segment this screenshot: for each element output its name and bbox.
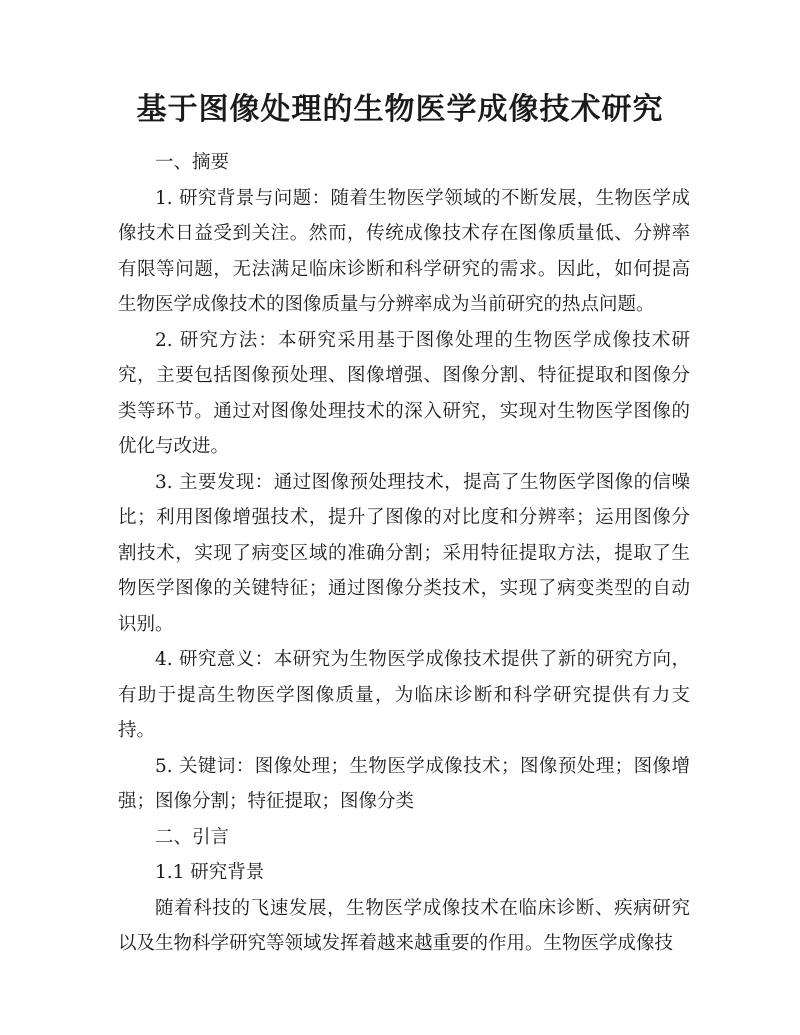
document-title: 基于图像处理的生物医学成像技术研究 [136, 92, 664, 127]
document-body [118, 145, 690, 962]
section-heading-intro: 二、引言 [155, 826, 230, 848]
abstract-item-4: 4. 研究意义：本研究为生物医学成像技术提供了新的研究方向，有助于提高生物医学图像质量，为临床诊断和科学研究提供有力支持。 [118, 649, 690, 741]
abstract-item-5: 5. 关键词：图像处理；生物医学成像技术；图像预处理；图像增强；图像分割；特征提取；图像分类 [118, 755, 690, 812]
subsection-heading-background: 1.1 研究背景 [155, 862, 265, 883]
section-heading-abstract: 一、摘要 [155, 152, 230, 173]
abstract-item-3: 3. 主要发现：通过图像预处理技术，提高了生物医学图像的信噪比；利用图像增强技术，提升了图像的对比度和分辨率；运用图像分割技术，实现了病变区域的准确分割；采用特征提取方法，提取了生物医学图像的关键特征；通过图像分类技术，实现了病变类型的自动识别。 [118, 471, 690, 635]
abstract-item-2: 2. 研究方法：本研究采用基于图像处理的生物医学成像技术研究，主要包括图像预处理、图像增强、图像分割、特征提取和图像分类等环节。通过对图像处理技术的深入研究，实现对生物医学图像的优化与改进。 [118, 329, 690, 457]
abstract-item-1: 1. 研究背景与问题：随着生物医学领域的不断发展，生物医学成像技术日益受到关注。然而，传统成像技术存在图像质量低、分辨率有限等问题，无法满足临床诊断和科学研究的需求。因此，如何提高生物医学成像技术的图像质量与分辨率成为当前研究的热点问题。 [118, 187, 690, 315]
intro-paragraph: 随着科技的飞速发展，生物医学成像技术在临床诊断、疾病研究以及生物科学研究等领域发挥着越来越重要的作用。生物医学成像技 [118, 897, 690, 954]
